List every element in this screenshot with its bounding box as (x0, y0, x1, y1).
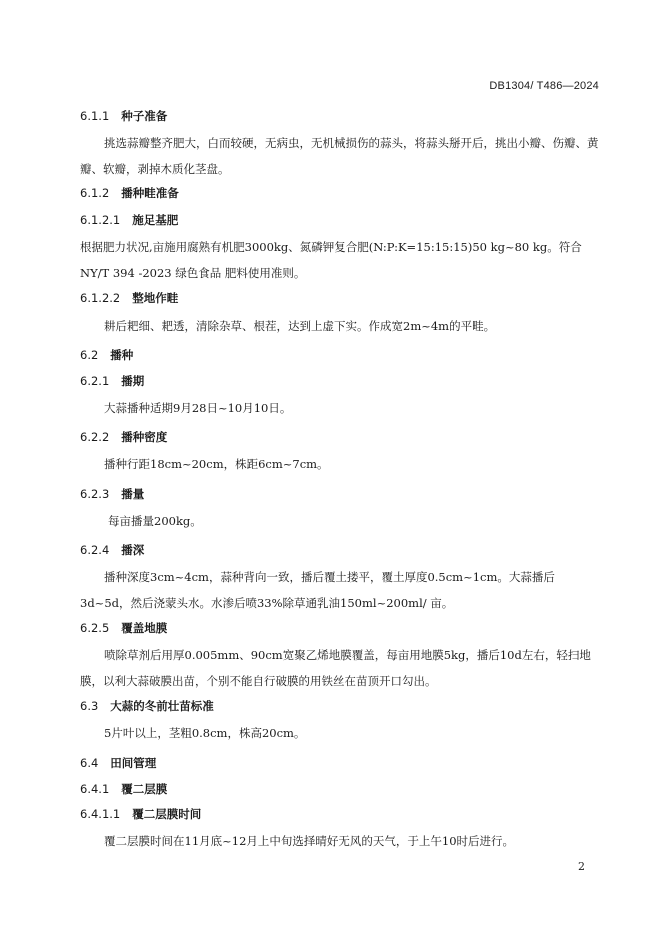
section-number: 6.3 (80, 699, 99, 713)
section-heading (80, 755, 156, 771)
section-title: 播量 (121, 487, 145, 501)
section-title: 覆盖地膜 (121, 621, 168, 635)
section-heading (80, 781, 167, 797)
section-number: 6.2.4 (80, 543, 110, 557)
section-heading (80, 212, 178, 228)
section-title: 田间管理 (110, 756, 157, 770)
section-title: 种子准备 (121, 109, 168, 123)
section-number: 6.1.2.2 (80, 291, 121, 305)
section-title: 播种密度 (121, 430, 168, 444)
section-number: 6.2 (80, 348, 99, 362)
section-number: 6.2.2 (80, 430, 110, 444)
section-title: 大蒜的冬前壮苗标准 (110, 699, 214, 713)
section-title: 覆二层膜时间 (132, 807, 202, 821)
section-heading (80, 542, 144, 558)
paragraph: 覆二层膜时间在11月底~12月上中旬选择晴好无风的天气，于上午10时后进行。 (104, 834, 515, 848)
section-heading (80, 620, 167, 636)
section-title: 覆二层膜 (121, 782, 168, 796)
section-title: 施足基肥 (132, 213, 179, 227)
paragraph: 喷除草剂后用厚0.005mm、90cm宽聚乙烯地膜覆盖，每亩用地膜5kg，播后10d左右，轻扫地膜，以利大蒜破膜出苗，个别不能自行破膜的用铁丝在苗顶开口勾出。 (80, 648, 591, 688)
paragraph: 5片叶以上，茎粗0.8cm，株高20cm。 (104, 726, 306, 740)
section-number: 6.4.1 (80, 782, 110, 796)
section-title: 播种畦准备 (121, 186, 179, 200)
paragraph: 播种深度3cm~4cm，蒜种背向一致，播后覆土搂平，覆土厚度0.5cm~1cm。大蒜播后3d~5d，然后浇蒙头水。水渗后喷33%除草通乳油150ml~200ml/ 亩。 (80, 570, 555, 610)
paragraph: 播种行距18cm~20cm，株距6cm~7cm。 (104, 457, 329, 471)
paragraph: 每亩播量200kg。 (108, 514, 202, 528)
document-code: DB1304/ T486—2024 (489, 80, 599, 92)
section-heading (80, 698, 214, 714)
section-number: 6.1.2.1 (80, 213, 121, 227)
page-number: 2 (578, 860, 585, 873)
section-title: 播深 (121, 543, 145, 557)
section-heading (80, 806, 201, 822)
section-heading (80, 347, 133, 363)
section-heading (80, 486, 144, 502)
section-number: 6.4.1.1 (80, 807, 121, 821)
paragraph: 大蒜播种适期9月28日~10月10日。 (104, 401, 292, 415)
section-number: 6.4 (80, 756, 99, 770)
paragraph: 挑选蒜瓣整齐肥大，白而较硬，无病虫，无机械损伤的蒜头，将蒜头掰开后，挑出小瓣、伤瓣、黄瓣、软瓣，剥掉木质化茎盘。 (80, 136, 599, 176)
section-number: 6.2.3 (80, 487, 110, 501)
section-heading (80, 108, 167, 124)
section-heading (80, 185, 179, 201)
section-heading (80, 373, 144, 389)
section-number: 6.1.2 (80, 186, 110, 200)
section-heading (80, 429, 167, 445)
paragraph: 根据肥力状况,亩施用腐熟有机肥3000kg、氮磷钾复合肥(N:P:K=15:15:15)50 kg~80 kg。符合NY/T 394 -2023 绿色食品 肥料使用准则。 (80, 240, 582, 280)
section-number: 6.2.1 (80, 374, 110, 388)
section-title: 整地作畦 (132, 291, 179, 305)
section-heading (80, 290, 178, 306)
section-number: 6.1.1 (80, 109, 110, 123)
section-number: 6.2.5 (80, 621, 110, 635)
section-title: 播期 (121, 374, 145, 388)
paragraph: 耕后耙细、耙透，清除杂草、根茬，达到上虚下实。作成宽2m~4m的平畦。 (104, 319, 496, 333)
section-title: 播种 (110, 348, 134, 362)
